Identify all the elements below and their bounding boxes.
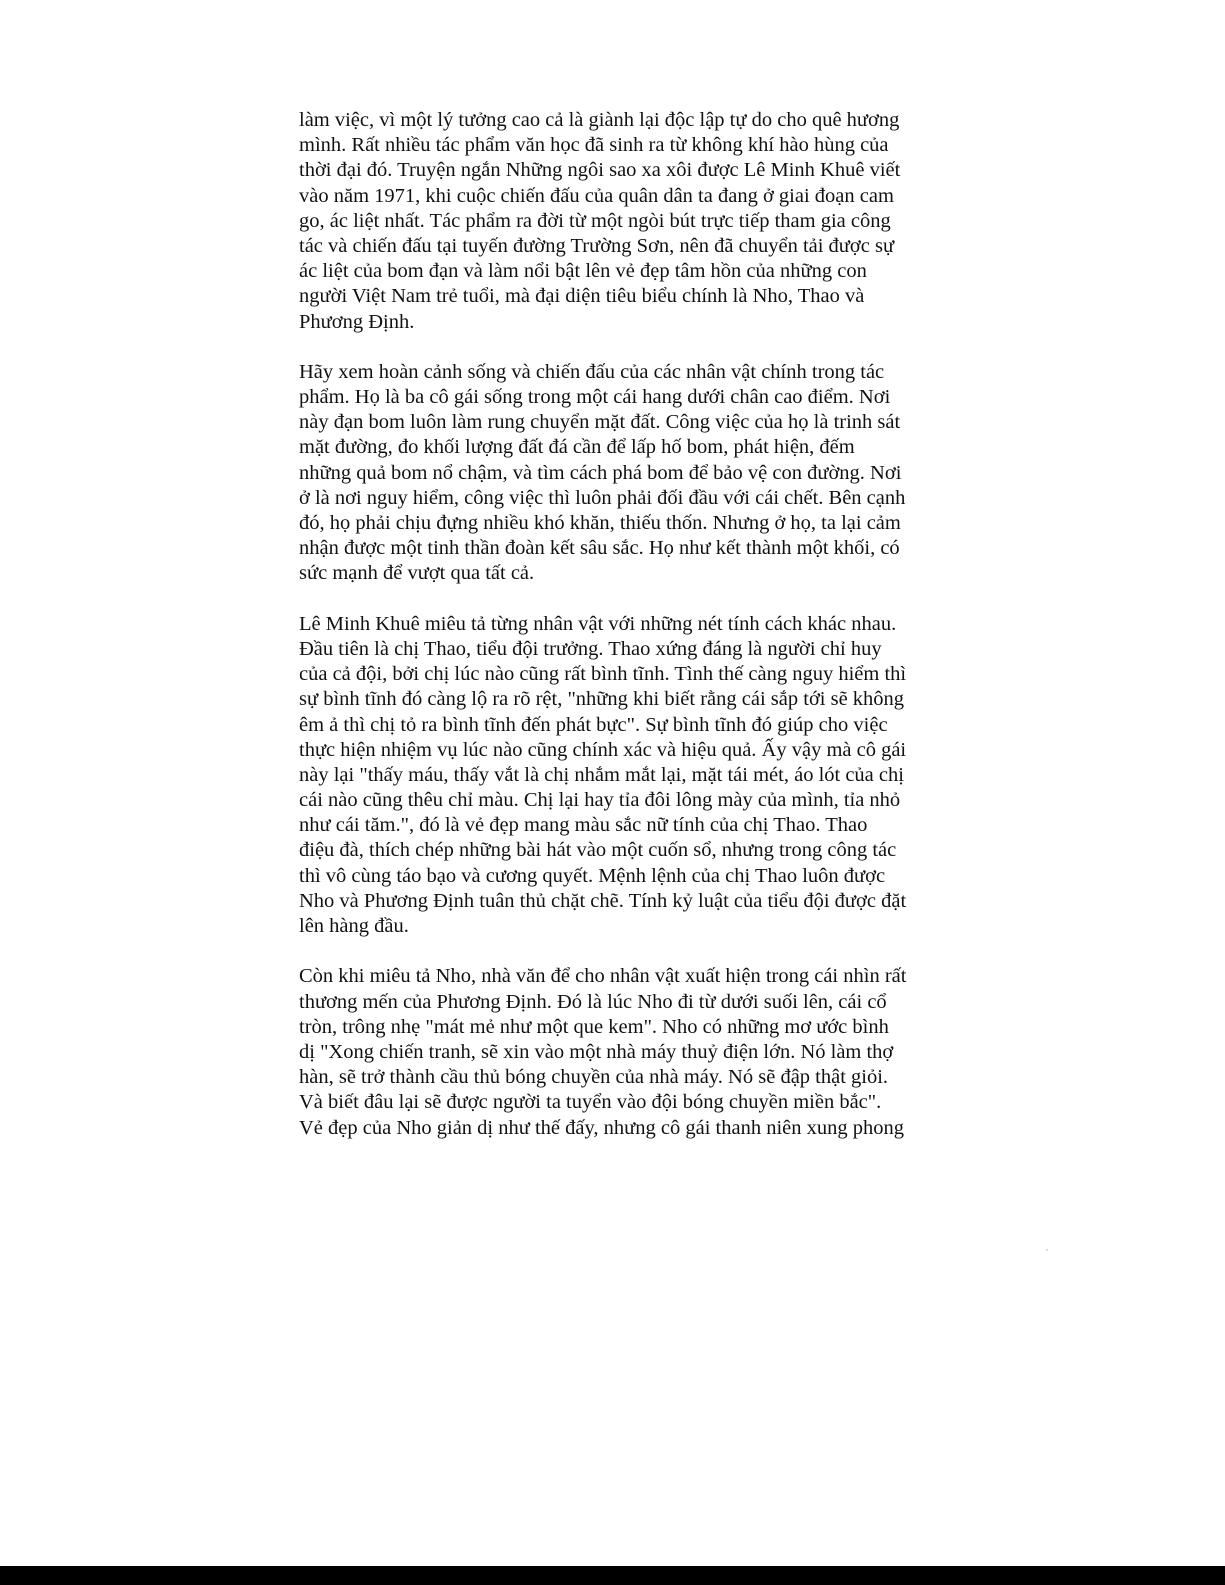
text-line: phẩm. Họ là ba cô gái sống trong một cái hang dưới chân cao điểm. Nơi [299, 386, 891, 409]
text-line: vào năm 1971, khi cuộc chiến đấu của quân dân ta đang ở giai đoạn cam [299, 184, 894, 207]
text-line: Đầu tiên là chị Thao, tiểu đội trưởng. Thao xứng đáng là người chỉ huy [299, 637, 882, 660]
text-line: ở là nơi nguy hiểm, công việc thì luôn phải đối đầu với cái chết. Bên cạnh [299, 486, 906, 509]
text-line: ác liệt của bom đạn và làm nổi bật lên vẻ đẹp tâm hồn của những con [299, 260, 867, 283]
scan-speck [1046, 1249, 1048, 1251]
text-line: thực hiện nhiệm vụ lúc nào cũng chính xác và hiệu quả. Ấy vậy mà cô gái [299, 738, 907, 761]
text-line: êm ả thì chị tỏ ra bình tĩnh đến phát bực". Sự bình tĩnh đó giúp cho việc [299, 713, 888, 736]
text-line: Hãy xem hoàn cảnh sống và chiến đấu của các nhân vật chính trong tác [299, 360, 885, 383]
text-line: cái nào cũng thêu chỉ màu. Chị lại hay tỉa đôi lông mày của mình, tỉa nhỏ [299, 789, 901, 812]
text-line: go, ác liệt nhất. Tác phẩm ra đời từ một ngòi bút trực tiếp tham gia công [299, 209, 891, 232]
text-line: lên hàng đầu. [299, 915, 409, 937]
text-line: người Việt Nam trẻ tuổi, mà đại diện tiêu biểu chính là Nho, Thao và [299, 285, 865, 308]
text-line: tròn, trông nhẹ "mát mẻ như một que kem". Nho có những mơ ước bình [299, 1015, 889, 1038]
text-line: tác và chiến đấu tại tuyến đường Trường Sơn, nên đã chuyển tải được sự [299, 234, 895, 257]
text-line: sự bình tĩnh đó càng lộ ra rõ rệt, "những khi biết rằng cái sắp tới sẽ không [299, 688, 905, 711]
text-line: thì vô cùng táo bạo và cương quyết. Mệnh lệnh của chị Thao luôn được [299, 864, 886, 887]
text-line: Phương Định. [299, 310, 415, 333]
paragraph-1 [299, 108, 939, 335]
bottom-edge-bar [0, 1566, 1225, 1585]
text-line: đó, họ phải chịu đựng nhiều khó khăn, thiếu thốn. Nhưng ở họ, ta lại cảm [299, 512, 901, 534]
text-line: điệu đà, thích chép những bài hát vào một cuốn sổ, nhưng trong công tác [299, 839, 897, 862]
text-line: sức mạnh để vượt qua tất cả. [299, 562, 535, 585]
body-text [299, 108, 939, 1141]
text-line: của cả đội, bởi chị lúc nào cũng rất bình tĩnh. Tình thế càng nguy hiểm thì [299, 663, 907, 686]
text-line: thương mến của Phương Định. Đó là lúc Nho đi từ dưới suối lên, cái cổ [299, 990, 887, 1013]
text-line: Vẻ đẹp của Nho giản dị như thế đấy, nhưng cô gái thanh niên xung phong [299, 1116, 905, 1139]
text-line: Còn khi miêu tả Nho, nhà văn để cho nhân vật xuất hiện trong cái nhìn rất [299, 965, 907, 988]
text-line: Nho và Phương Định tuân thủ chặt chẽ. Tính kỷ luật của tiểu đội được đặt [299, 889, 907, 912]
text-line: những quả bom nổ chậm, và tìm cách phá bom để bảo vệ con đường. Nơi [299, 461, 902, 484]
text-line: Và biết đâu lại sẽ được người ta tuyển vào đội bóng chuyền miền bắc". [299, 1091, 882, 1114]
text-line: như cái tăm.", đó là vẻ đẹp mang màu sắc nữ tính của chị Thao. Thao [299, 814, 868, 837]
text-line: dị "Xong chiến tranh, sẽ xin vào một nhà máy thuỷ điện lớn. Nó làm thợ [299, 1040, 894, 1063]
paragraph-4 [299, 964, 939, 1140]
text-line: này đạn bom luôn làm rung chuyển mặt đất. Công việc của họ là trinh sát [299, 411, 901, 434]
text-line: này lại "thấy máu, thấy vắt là chị nhắm mắt lại, mặt tái mét, áo lót của chị [299, 763, 904, 786]
text-line: làm việc, vì một lý tưởng cao cả là giành lại độc lập tự do cho quê hương [299, 109, 900, 131]
paragraph-2 [299, 360, 939, 587]
text-line: Lê Minh Khuê miêu tả từng nhân vật với những nét tính cách khác nhau. [299, 612, 897, 635]
text-line: nhận được một tinh thần đoàn kết sâu sắc. Họ như kết thành một khối, có [299, 537, 900, 560]
text-line: thời đại đó. Truyện ngắn Những ngôi sao xa xôi được Lê Minh Khuê viết [299, 159, 901, 182]
text-line: mình. Rất nhiều tác phẩm văn học đã sinh ra từ không khí hào hùng của [299, 134, 889, 157]
text-line: mặt đường, đo khối lượng đất đá cần để lấp hố bom, phát hiện, đếm [299, 436, 855, 459]
paragraph-3 [299, 612, 939, 939]
text-line: hàn, sẽ trở thành cầu thủ bóng chuyền của nhà máy. Nó sẽ đập thật giỏi. [299, 1066, 889, 1089]
